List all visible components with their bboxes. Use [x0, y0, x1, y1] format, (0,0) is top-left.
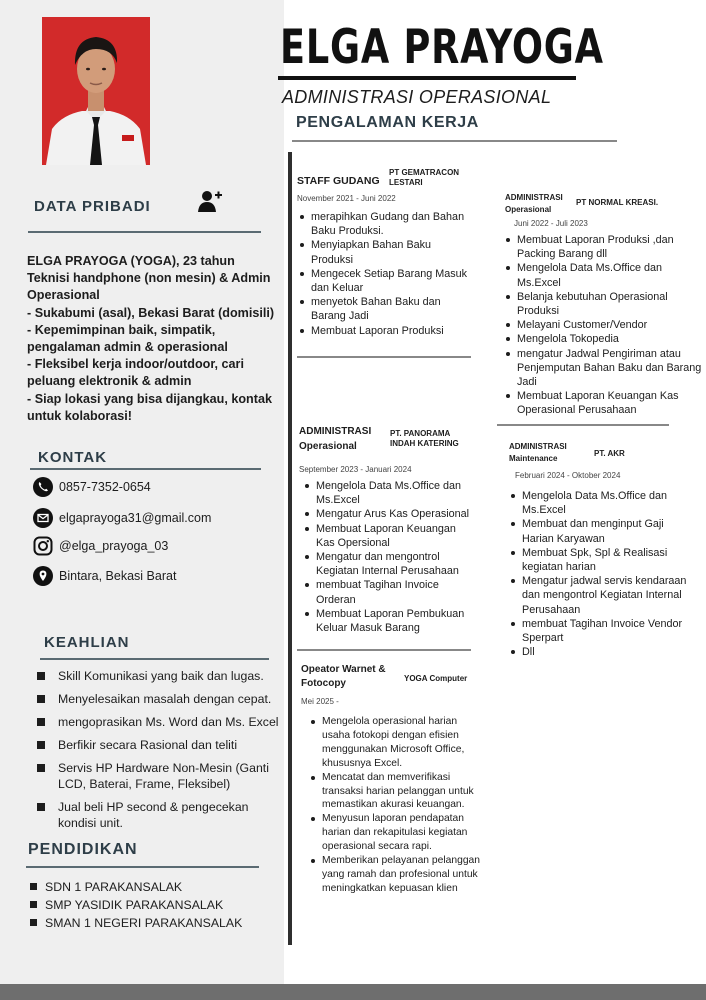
- about-line: - Sukabumi (asal), Bekasi Barat (domisili): [27, 305, 275, 320]
- task-item: Mengatur jadwal servis kendaraan dan mengontrol Kegiatan Internal Perusahaan: [508, 574, 698, 617]
- job-position: ADMINISTRASI Maintenance: [509, 442, 567, 463]
- job-period: November 2021 - Juni 2022: [297, 194, 396, 203]
- contact-phone[interactable]: [33, 477, 151, 497]
- personal-data-title: DATA PRIBADI: [34, 198, 151, 215]
- job-company: PT NORMAL KREASI.: [576, 198, 659, 207]
- education-list: [30, 878, 242, 932]
- task-item: Mengelola Data Ms.Office dan Ms.Excel: [302, 479, 472, 507]
- task-item: Membuat Laporan Produksi: [297, 324, 473, 338]
- job-period: Juni 2022 - Juli 2023: [514, 219, 588, 228]
- about-line: Operasional: [27, 288, 100, 303]
- divider: [297, 649, 471, 651]
- skill-item: Menyelesaikan masalah dengan cepat.: [37, 691, 282, 707]
- timeline-bar: [288, 152, 292, 945]
- experience-title: PENGALAMAN KERJA: [296, 114, 479, 131]
- about-line: peluang elektronik & admin: [27, 374, 192, 389]
- about-summary: [27, 253, 282, 425]
- education-title: PENDIDIKAN: [28, 841, 138, 858]
- name-underline: [278, 76, 576, 80]
- skill-item: Servis HP Hardware Non-Mesin (Ganti LCD, Baterai, Frame, Fleksibel): [37, 760, 282, 792]
- about-line: untuk kolaborasi!: [27, 408, 132, 423]
- task-item: Membuat Laporan Keuangan Kas Operasional Perusahaan: [503, 389, 703, 417]
- job-tasks: [302, 479, 472, 635]
- about-line: - Fleksibel kerja indoor/outdoor, cari: [27, 357, 244, 372]
- divider: [297, 356, 471, 358]
- job-tasks: [508, 489, 698, 659]
- task-item: menyetok Bahan Baku dan Barang Jadi: [297, 295, 473, 323]
- instagram-handle: @elga_prayoga_03: [59, 539, 169, 553]
- job-period: September 2023 - Januari 2024: [299, 465, 412, 474]
- about-line: - Siap lokasi yang bisa dijangkau, kontak: [27, 391, 272, 406]
- job-company: PT. AKR: [594, 449, 625, 458]
- email-icon: [33, 508, 53, 528]
- contact-title: KONTAK: [38, 449, 108, 466]
- task-item: membuat Tagihan Invoice Orderan: [302, 578, 472, 606]
- job-tasks: [503, 233, 703, 418]
- job-position: ADMINISTRASI Operasional: [505, 193, 563, 214]
- about-line: ELGA PRAYOGA (YOGA), 23 tahun: [27, 254, 235, 268]
- task-item: Mengelola Tokopedia: [503, 332, 703, 346]
- task-item: Melayani Customer/Vendor: [503, 318, 703, 332]
- task-item: Menyusun laporan pendapatan harian dan rekapitulasi kegiatan operasional secara rapi.: [308, 812, 480, 854]
- job-period: Februari 2024 - Oktober 2024: [515, 471, 621, 480]
- location-pin-icon: [33, 566, 53, 586]
- task-item: Belanja kebutuhan Operasional Produksi: [503, 290, 703, 318]
- job-period: Mei 2025 -: [301, 697, 339, 706]
- task-item: Membuat Laporan Pembukuan Keluar Masuk Barang: [302, 607, 472, 635]
- profile-photo: [42, 17, 150, 165]
- divider: [292, 140, 617, 142]
- contact-instagram[interactable]: [33, 536, 168, 556]
- about-line: Teknisi handphone (non mesin) & Admin: [27, 271, 271, 286]
- education-item: SDN 1 PARAKANSALAK: [30, 878, 242, 896]
- task-item: Mengelola Data Ms.Office dan Ms.Excel: [503, 261, 703, 289]
- task-item: Memberikan pelayanan pelanggan yang ramah dan profesional untuk meningkatkan kepuasan klien: [308, 854, 480, 896]
- footer-bar: [0, 984, 706, 1000]
- education-item: SMP YASIDIK PARAKANSALAK: [30, 896, 242, 914]
- skill-item: Berfikir secara Rasional dan teliti: [37, 737, 282, 753]
- about-line: - Kepemimpinan baik, simpatik,: [27, 322, 216, 337]
- about-line: pengalaman admin & operasional: [27, 340, 228, 355]
- phone-number: 0857-7352-0654: [59, 480, 151, 494]
- contact-address: [33, 566, 176, 586]
- task-item: Mengelola Data Ms.Office dan Ms.Excel: [508, 489, 698, 517]
- task-item: Dll: [508, 645, 698, 659]
- skill-item: mengoprasikan Ms. Word dan Ms. Excel: [37, 714, 282, 730]
- task-item: Membuat Laporan Produksi ,dan Packing Barang dll: [503, 233, 703, 261]
- task-item: Mengatur Arus Kas Operasional: [302, 507, 472, 521]
- job-position: Opeator Warnet & Fotocopy: [301, 664, 386, 689]
- job-position: STAFF GUDANG: [297, 175, 380, 187]
- task-item: Membuat Spk, Spl & Realisasi kegiatan harian: [508, 546, 698, 574]
- divider: [497, 424, 669, 426]
- candidate-name: ELGA PRAYOGA: [280, 20, 604, 75]
- task-item: Mengelola operasional harian usaha fotokopi dengan efisien menggunakan Microsoft Office, khususnya Excel.: [308, 715, 480, 771]
- skill-item: Jual beli HP second & pengecekan kondisi unit.: [37, 799, 282, 831]
- email-address: elgaprayoga31@gmail.com: [59, 511, 212, 525]
- instagram-icon: [33, 536, 53, 556]
- task-item: merapihkan Gudang dan Bahan Baku Produksi.: [297, 210, 473, 238]
- task-item: membuat Tagihan Invoice Vendor Sperpart: [508, 617, 698, 645]
- education-item: SMAN 1 NEGERI PARAKANSALAK: [30, 914, 242, 932]
- job-company: PT GEMATRACON LESTARI: [389, 168, 460, 187]
- task-item: mengatur Jadwal Pengiriman atau Penjemputan Bahan Baku dan Barang Jadi: [503, 347, 703, 390]
- skills-list: [37, 668, 282, 838]
- divider: [40, 658, 269, 660]
- divider: [26, 866, 259, 868]
- job-company: PT. PANORAMA INDAH KATERING: [390, 429, 459, 448]
- divider: [30, 468, 261, 470]
- phone-icon: [33, 477, 53, 497]
- add-user-icon: [198, 189, 222, 218]
- divider: [28, 231, 261, 233]
- skills-title: KEAHLIAN: [44, 634, 130, 651]
- skill-item: Skill Komunikasi yang baik dan lugas.: [37, 668, 282, 684]
- job-position: ADMINISTRASI Operasional: [299, 426, 372, 452]
- address-text: Bintara, Bekasi Barat: [59, 569, 177, 583]
- job-company: YOGA Computer: [404, 674, 468, 683]
- task-item: Membuat Laporan Keuangan Kas Opersional: [302, 522, 472, 550]
- candidate-role: ADMINISTRASI OPERASIONAL: [282, 87, 552, 107]
- task-item: Membuat dan menginput Gaji Harian Karyawan: [508, 517, 698, 545]
- task-item: Mencatat dan memverifikasi transaksi harian pelanggan untuk memastikan akurasi keuangan.: [308, 771, 480, 813]
- task-item: Menyiapkan Bahan Baku Produksi: [297, 238, 473, 266]
- task-item: Mengecek Setiap Barang Masuk dan Keluar: [297, 267, 473, 295]
- contact-email[interactable]: [33, 508, 211, 528]
- job-tasks: [308, 715, 480, 896]
- task-item: Mengatur dan mengontrol Kegiatan Internal Perusahaan: [302, 550, 472, 578]
- job-tasks: [297, 210, 473, 338]
